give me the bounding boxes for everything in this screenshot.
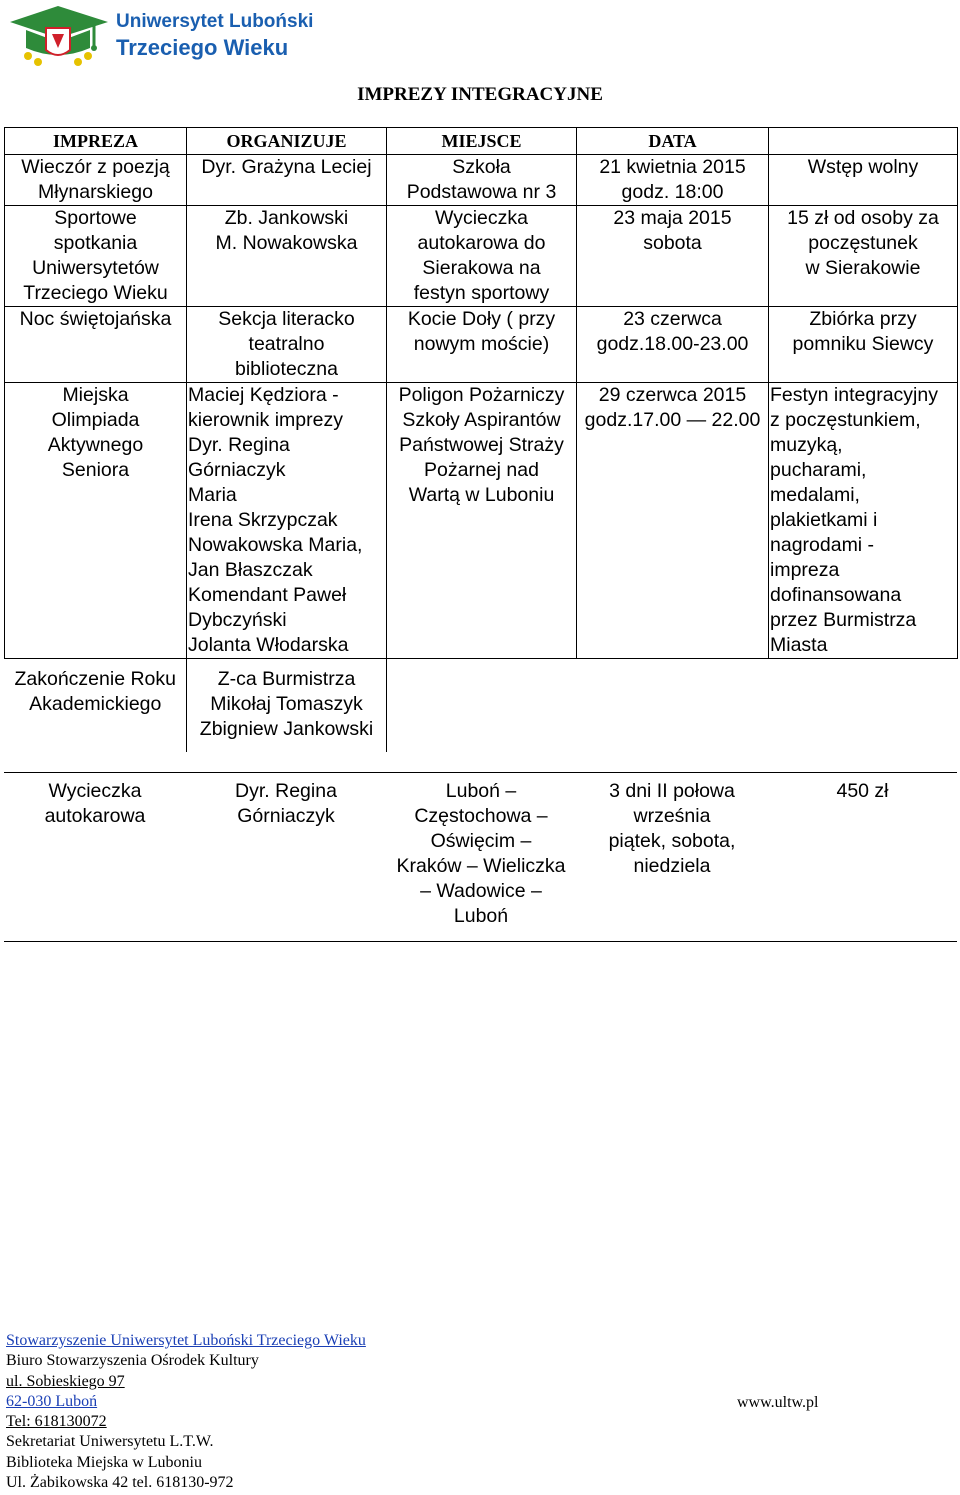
- cell-line: Noc świętojańska: [19, 308, 172, 330]
- cell-line: pucharami,: [770, 459, 867, 481]
- cell-line: przez Burmistrza: [770, 609, 917, 631]
- cell-place: [387, 206, 577, 307]
- cell-line: piątek, sobota,: [608, 830, 736, 852]
- cell-line: Sekcja literacko: [218, 308, 355, 330]
- cell-line: Nowakowska Maria,: [188, 534, 363, 556]
- header-notes: [769, 128, 958, 155]
- cell-line: Wartą w Luboniu: [408, 484, 555, 506]
- cell-line: 23 maja 2015: [613, 207, 732, 229]
- cell-line: Trzeciego Wieku: [23, 282, 168, 304]
- cell-date: [577, 307, 769, 383]
- cell-line: Pożarnej nad: [424, 459, 539, 481]
- cell-line: Górniaczyk: [188, 459, 286, 481]
- cell-line: – Wadowice –: [420, 880, 542, 902]
- cell-line: Z-ca Burmistrza: [217, 668, 356, 690]
- cell-line: medalami,: [770, 484, 860, 506]
- cell-date: [577, 659, 769, 753]
- cell-line: Miasta: [770, 634, 828, 656]
- cell-line: Wycieczka: [48, 780, 142, 802]
- cell-line: autokarowa: [44, 805, 146, 827]
- cell-line: Poligon Pożarniczy: [398, 384, 565, 406]
- cell-line: w Sierakowie: [805, 257, 921, 279]
- logo-text-line1: Uniwersytet Luboński: [116, 11, 314, 32]
- cell-line: Jolanta Włodarska: [188, 634, 349, 656]
- cell-line: sobota: [643, 232, 702, 254]
- cell-line: 15 zł od osoby za: [787, 207, 939, 229]
- cell-line: Szkoła: [452, 156, 511, 178]
- table-row: [5, 659, 958, 753]
- cell-notes: [769, 383, 958, 659]
- cell-line: 3 dni II połowa: [609, 780, 735, 802]
- cell-line: godz.18.00-23.00: [596, 333, 749, 355]
- cell-line: Zbiórka przy: [809, 308, 917, 330]
- cell-line: Kocie Doły ( przy: [407, 308, 556, 330]
- cell-line: Sportowe: [54, 207, 137, 229]
- cell-organizer: [187, 659, 387, 753]
- cell-line: Zb. Jankowski: [224, 207, 349, 229]
- cell-line: Dyr. Regina: [235, 780, 337, 802]
- cell-line: Częstochowa –: [414, 805, 548, 827]
- cell-notes: [769, 659, 958, 753]
- cell-line: Szkoły Aspirantów: [402, 409, 561, 431]
- cell-line: Irena Skrzypczak: [188, 509, 338, 531]
- footer-line[interactable]: 62-030 Luboń: [6, 1392, 98, 1410]
- cell-line: 29 czerwca 2015: [598, 384, 747, 406]
- cell-line: września: [633, 805, 711, 827]
- cell-line: Dybczyński: [188, 609, 287, 631]
- cell-place: [387, 307, 577, 383]
- cell-line: Maciej Kędziora -: [188, 384, 339, 406]
- cell-date: [577, 206, 769, 307]
- footer-line: Biuro Stowarzyszenia Ośrodek Kultury: [6, 1352, 259, 1370]
- cell-organizer: [187, 206, 387, 307]
- cell-organizer: [187, 307, 387, 383]
- header-miejsce: MIEJSCE: [387, 128, 577, 155]
- cell-line: nowym moście): [413, 333, 550, 355]
- cell-line: plakietkami i: [770, 509, 878, 531]
- document-title: IMPREZY INTEGRACYJNE: [357, 84, 603, 105]
- cell-line: Zakończenie Roku: [14, 668, 176, 690]
- cell-event: [5, 155, 187, 206]
- university-logo-icon: [8, 4, 112, 70]
- cell-line: Miejska: [62, 384, 129, 406]
- cell-line: kierownik imprezy: [188, 409, 343, 431]
- cell-notes: [769, 155, 958, 206]
- cell-line: Podstawowa nr 3: [406, 181, 557, 203]
- cell-line: dofinansowana: [770, 584, 902, 606]
- table-header-row: [5, 128, 958, 155]
- cell-organizer: [187, 155, 387, 206]
- logo-text-line2: Trzeciego Wieku: [116, 35, 289, 60]
- footer-line[interactable]: ul. Sobieskiego 97: [6, 1372, 125, 1390]
- footer-line: Biblioteka Miejska w Luboniu: [6, 1453, 202, 1471]
- cell-line: biblioteczna: [235, 358, 338, 380]
- cell-line: Maria: [188, 484, 237, 506]
- cell-line: 21 kwietnia 2015: [599, 156, 746, 178]
- footer-line[interactable]: Stowarzyszenie Uniwersytet Luboński Trzeciego Wieku: [6, 1332, 366, 1349]
- trip-price: [768, 773, 957, 942]
- cell-line: Jan Błaszczak: [188, 559, 313, 581]
- cell-line: Olimpiada: [51, 409, 140, 431]
- cell-line: niedziela: [633, 855, 711, 877]
- cell-notes: [769, 307, 958, 383]
- cell-line: Wieczór z poezją: [21, 156, 170, 178]
- cell-line: godz.17.00 — 22.00: [584, 409, 761, 431]
- cell-event: [5, 659, 187, 753]
- cell-line: festyn sportowy: [413, 282, 550, 304]
- logo: [8, 4, 314, 72]
- header-data: DATA: [577, 128, 769, 155]
- cell-line: Komendant Paweł: [188, 584, 347, 606]
- cell-line: Akademickiego: [29, 693, 162, 715]
- cell-line: Wstęp wolny: [807, 156, 919, 178]
- cell-line: Państwowej Straży: [399, 434, 564, 456]
- footer-line[interactable]: Tel: 618130072: [6, 1413, 107, 1431]
- cell-line: Festyn integracyjny: [770, 384, 938, 406]
- cell-line: autokarowa do: [417, 232, 546, 254]
- cell-notes: [769, 206, 958, 307]
- cell-place: [387, 383, 577, 659]
- cell-line: 23 czerwca: [623, 308, 722, 330]
- trip-organizer: [186, 773, 386, 942]
- cell-line: pomniku Siewcy: [792, 333, 934, 355]
- cell-line: Dyr. Regina: [188, 434, 290, 456]
- cell-line: Uniwersytetów: [32, 257, 159, 279]
- footer-address: [6, 1331, 366, 1493]
- cell-event: [5, 307, 187, 383]
- cell-line: nagrodami -: [770, 534, 875, 556]
- cell-organizer: [187, 383, 387, 659]
- cell-line: Oświęcim –: [430, 830, 532, 852]
- cell-line: muzyką,: [770, 434, 843, 456]
- cell-date: [577, 383, 769, 659]
- cell-line: Seniora: [61, 459, 130, 481]
- table-row: [5, 307, 958, 383]
- cell-line: Luboń –: [445, 780, 517, 802]
- cell-line: godz. 18:00: [621, 181, 724, 203]
- cell-line: spotkania: [53, 232, 138, 254]
- cell-line: Zbigniew Jankowski: [199, 718, 374, 740]
- cell-line: Aktywnego: [47, 434, 144, 456]
- footer-line: Ul. Żabikowska 42 tel. 618130-972: [6, 1474, 234, 1492]
- cell-line: 450 zł: [836, 780, 889, 802]
- events-table: [4, 127, 958, 752]
- cell-line: Sierakowa na: [422, 257, 541, 279]
- table-row: [5, 155, 958, 206]
- cell-line: teatralno: [248, 333, 325, 355]
- cell-event: [5, 383, 187, 659]
- trip-table: [4, 772, 957, 942]
- table-row: [5, 383, 958, 659]
- cell-line: Górniaczyk: [237, 805, 335, 827]
- header-organizuje: ORGANIZUJE: [187, 128, 387, 155]
- cell-event: [5, 206, 187, 307]
- table-row: [5, 206, 958, 307]
- cell-line: z poczęstunkiem,: [770, 409, 921, 431]
- cell-line: Dyr. Grażyna Leciej: [201, 156, 372, 178]
- cell-line: Luboń: [453, 905, 509, 927]
- cell-place: [387, 659, 577, 753]
- cell-place: [387, 155, 577, 206]
- cell-line: Kraków – Wieliczka: [396, 855, 566, 877]
- trip-event: [4, 773, 186, 942]
- cell-line: Mikołaj Tomaszyk: [210, 693, 363, 715]
- trip-date: [576, 773, 768, 942]
- trip-place: [386, 773, 576, 942]
- cell-line: poczęstunek: [808, 232, 918, 254]
- cell-line: Młynarskiego: [38, 181, 153, 203]
- trip-row: [4, 773, 957, 942]
- cell-date: [577, 155, 769, 206]
- cell-line: Wycieczka: [434, 207, 528, 229]
- footer-line: Sekretariat Uniwersytetu L.T.W.: [6, 1433, 214, 1451]
- header-impreza: IMPREZA: [5, 128, 187, 155]
- website-url: www.ultw.pl: [737, 1394, 819, 1411]
- cell-line: M. Nowakowska: [215, 232, 358, 254]
- cell-line: impreza: [770, 559, 840, 581]
